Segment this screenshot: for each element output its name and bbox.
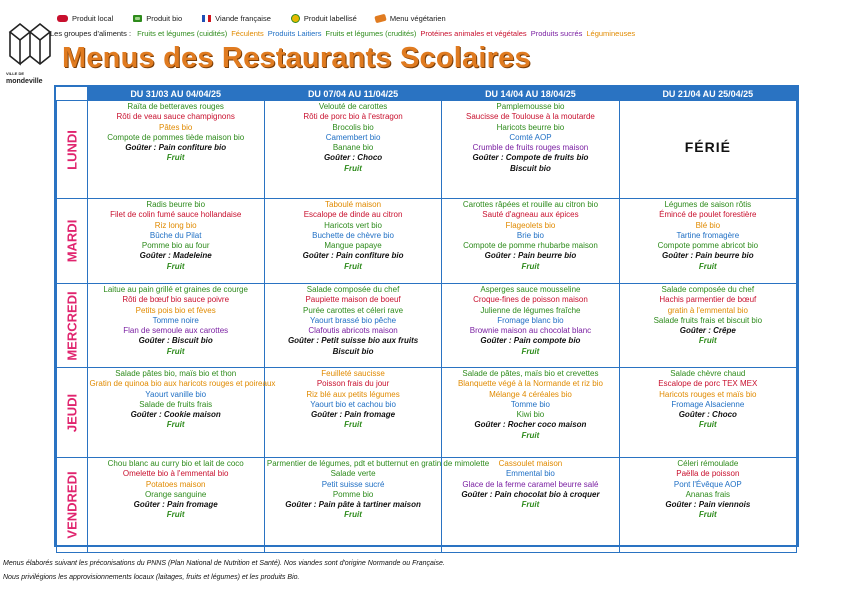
day-label-mardi	[57, 199, 88, 284]
menu-item: Chou blanc au curry bio et lait de coco	[107, 459, 244, 468]
menu-item: Saucisse de Toulouse à la moutarde	[466, 112, 595, 122]
legend-veg	[375, 14, 446, 23]
menu-item: Riz long bio	[154, 220, 197, 230]
snack-line: Goûter : Compote de fruits bio	[472, 153, 589, 163]
snack-line: Goûter : Pain viennois	[665, 500, 751, 510]
fruit-line: Fruit	[698, 336, 717, 346]
week-header-2: DU 07/04 AU 11/04/25	[264, 88, 441, 101]
menu-item: Petit suisse sucré	[321, 479, 385, 489]
menu-item: Salade de pâtes, maïs bio et crevettes	[462, 369, 599, 378]
fruit-line: Fruit	[344, 163, 362, 173]
menu-item: Haricots beurre bio	[496, 122, 565, 132]
menu-item: Feuilleté saucisse	[321, 369, 385, 378]
menu-item: Rôti de porc bio à l'estragon	[303, 112, 403, 122]
snack-line: Goûter : Pain beurre bio	[484, 251, 577, 261]
local-product-icon	[57, 15, 68, 22]
legend	[57, 14, 446, 23]
menu-cell-mardi-week3	[442, 199, 619, 284]
snack-line: Goûter : Madeleine	[139, 251, 212, 261]
menu-item: Fromage blanc bio	[497, 315, 564, 325]
fruit-line: Fruit	[698, 261, 717, 271]
menu-cell-vendredi-week3	[442, 458, 619, 553]
menu-item: Escalope de porc TEX MEX	[658, 379, 758, 389]
snack-line: Goûter : Pain pâte à tartiner maison	[285, 500, 421, 510]
snack-line: Goûter : Cookie maison	[130, 410, 221, 420]
food-group-6: Légumineuses	[586, 29, 636, 38]
menu-item: Laitue au pain grillé et graines de courge	[103, 285, 248, 294]
menu-item: Buchette de chèvre bio	[312, 230, 394, 240]
menu-item: Pamplemousse bio	[496, 102, 565, 111]
day-label-vendredi	[57, 458, 88, 553]
french-flag-icon	[202, 15, 211, 22]
fruit-line: Fruit	[166, 346, 185, 356]
snack-line: Goûter : Biscuit bio	[138, 336, 213, 346]
legend-french-meat-label: Viande française	[215, 14, 271, 23]
snack-line: Goûter : Pain chocolat bio à croquer	[461, 489, 600, 499]
fruit-line: Fruit	[344, 420, 362, 430]
fruit-line: Fruit	[166, 510, 185, 520]
fruit-line: Fruit	[344, 261, 362, 271]
menu-item: Salade pâtes bio, maïs bio et thon	[115, 369, 237, 378]
menu-item: Omelette bio à l'emmental bio	[122, 469, 229, 479]
menu-item: Haricots rouges et maïs bio	[659, 389, 757, 399]
day-label-lundi	[57, 101, 88, 199]
menu-item: Velouté de carottes	[318, 102, 388, 111]
day-label-jeudi	[57, 368, 88, 458]
menu-item: Escalope de dinde au citron	[303, 210, 403, 220]
menu-cell-lundi-week4	[619, 101, 796, 199]
legend-labelled-label: Produit labellisé	[303, 14, 357, 23]
snack-line: Biscuit bio	[509, 163, 551, 173]
menu-item: Taboulé maison	[325, 200, 382, 209]
fruit-line: Fruit	[698, 510, 717, 520]
snack-line: Goûter : Pain confiture bio	[302, 251, 404, 261]
snack-line: Biscuit bio	[332, 346, 374, 356]
menu-item: Asperges sauce mousseline	[480, 285, 581, 294]
menu-item: Salade de fruits frais	[139, 399, 213, 409]
menu-item: Yaourt bio et cachou bio	[310, 399, 396, 409]
menu-item: Salade composée du chef	[661, 285, 755, 294]
snack-line: Goûter : Pain compote bio	[480, 336, 581, 346]
menu-item: Gratin de quinoa bio aux haricots rouges et poireaux	[89, 379, 276, 389]
menu-item: Raïta de betteraves rouges	[127, 102, 224, 111]
vegetarian-icon	[374, 14, 386, 24]
menu-item: Radis beurre bio	[146, 200, 206, 209]
food-group-5: Produits sucrés	[530, 29, 583, 38]
menu-cell-mardi-week4	[619, 199, 796, 284]
menu-cell-mardi-week2	[264, 199, 441, 284]
menu-item: Tomme noire	[152, 315, 199, 325]
menu-item: Pont l'Évêque AOP	[673, 479, 742, 489]
menu-item: Brocolis bio	[332, 122, 374, 132]
menu-item: Salade fruits frais et biscuit bio	[653, 315, 763, 325]
food-group-1: Féculents	[231, 29, 264, 38]
menu-cell-mardi-week1	[87, 199, 264, 284]
menu-item: Brie bio	[516, 230, 544, 240]
menu-item: Camembert bio	[325, 132, 381, 142]
legend-bio-label: Produit bio	[146, 14, 183, 23]
menu-item: Salade chèvre chaud	[670, 369, 746, 378]
menu-cell-mercredi-week3	[442, 284, 619, 368]
menu-cell-vendredi-week1	[87, 458, 264, 553]
food-groups-prefix: Les groupes d'aliments :	[50, 29, 132, 38]
week-header-4: DU 21/04 AU 25/04/25	[619, 88, 796, 101]
menu-item: Compote pomme abricot bio	[657, 241, 759, 251]
menu-item: Paupiette maison de boeuf	[305, 295, 401, 305]
menu-cell-jeudi-week3	[442, 368, 619, 458]
menu-item: Croque-fines de poisson maison	[473, 295, 588, 305]
menu-item: Pomme bio	[332, 489, 374, 499]
day-name: MERCREDI	[64, 290, 80, 361]
snack-line: Goûter : Pain fromage	[133, 500, 218, 510]
snack-line: Goûter : Pain fromage	[311, 410, 396, 420]
menu-item: Légumes de saison rôtis	[664, 200, 752, 209]
menu-item: Petits pois bio et fèves	[135, 305, 216, 315]
menu-item: Kiwi bio	[516, 410, 545, 420]
menu-item: Yaourt brassé bio pêche	[309, 315, 397, 325]
menu-item: Emmental bio	[505, 469, 555, 479]
menu-cell-jeudi-week4	[619, 368, 796, 458]
fruit-line: Fruit	[698, 420, 717, 430]
logo-text-line2: mondeville	[6, 78, 43, 85]
menu-item: Haricots vert bio	[324, 220, 382, 230]
menu-cell-jeudi-week1	[87, 368, 276, 458]
menu-item: Compote de pommes tiède maison bio	[107, 132, 245, 142]
day-name: MARDI	[64, 219, 80, 263]
menu-cell-vendredi-week4	[619, 458, 796, 553]
snack-line: Goûter : Crêpe	[679, 326, 736, 336]
fruit-line: Fruit	[166, 261, 185, 271]
menu-item: Potatoes maison	[145, 479, 206, 489]
fruit-line: Fruit	[521, 346, 540, 356]
menu-item: Bûche du Pilat	[149, 230, 202, 240]
menu-item: Mangue papaye	[324, 241, 382, 251]
menu-cell-vendredi-week2	[264, 458, 490, 553]
menu-item: Clafoutis abricots maison	[308, 326, 398, 336]
menu-item: Julienne de légumes fraîche	[480, 305, 581, 315]
snack-line: Goûter : Pain confiture bio	[125, 143, 227, 153]
week-header-1: DU 31/03 AU 04/04/25	[87, 88, 264, 101]
snack-line: Goûter : Rocher coco maison	[474, 420, 587, 430]
menu-item: Parmentier de légumes, pdt et butternut en gratin de mimolette	[266, 459, 490, 468]
menu-item: Pâtes bio	[159, 122, 193, 132]
menu-item: Purée carottes et céleri rave	[303, 305, 404, 315]
menu-item: Mélange 4 céréales bio	[489, 389, 572, 399]
menu-item: Céleri rémoulade	[677, 459, 739, 468]
menu-item: gratin à l'emmental bio	[667, 305, 748, 315]
food-group-2: Produits Laitiers	[267, 29, 322, 38]
menu-item: Rôti de veau sauce champignons	[116, 112, 235, 122]
menu-item: Émincé de poulet forestière	[659, 210, 757, 220]
logo-text-line1: VILLE DE	[6, 71, 25, 76]
day-label-mercredi	[57, 284, 88, 368]
menu-item: Tomme bio	[510, 399, 550, 409]
snack-line: Goûter : Petit suisse bio aux fruits	[287, 336, 419, 346]
day-name: JEUDI	[64, 393, 80, 432]
label-icon	[291, 14, 300, 23]
menu-item: Carottes râpées et rouille au citron bio	[462, 200, 599, 209]
fruit-line: Fruit	[166, 153, 185, 163]
menu-item: Fromage Alsacienne	[671, 399, 745, 409]
bio-icon	[133, 15, 142, 22]
food-group-3: Fruits et légumes (crudités)	[325, 29, 417, 38]
menu-grid	[54, 85, 799, 547]
legend-veg-label: Menu végétarien	[389, 14, 446, 23]
menu-item: Blé bio	[695, 220, 721, 230]
snack-line: Goûter : Pain beurre bio	[662, 251, 754, 261]
menu-cell-mercredi-week2	[264, 284, 441, 368]
menu-item: Blanquette végé à la Normande et riz bio	[457, 379, 603, 389]
menu-item: Compote de pomme rhubarbe maison	[463, 241, 598, 251]
day-name: VENDREDI	[64, 471, 80, 539]
menu-item: Crumble de fruits rouges maison	[472, 143, 589, 153]
menu-cell-jeudi-week2	[264, 368, 441, 458]
menu-item: Flan de semoule aux carottes	[123, 326, 229, 336]
fruit-line: Fruit	[521, 500, 540, 510]
menu-cell-lundi-week3	[442, 101, 619, 199]
footer-note-1: Menus élaborés suivant les préconisations du PNNS (Plan National de Nutrition et Santé). Nos viandes sont d'origine Normande ou Française.	[3, 560, 445, 567]
food-group-0: Fruits et légumes (cuidités)	[137, 29, 228, 38]
menu-item: Yaourt vanille bio	[145, 389, 207, 399]
menu-item: Pomme bio au four	[141, 241, 210, 251]
menu-cell-lundi-week2	[264, 101, 441, 199]
snack-line: Goûter : Choco	[678, 410, 737, 420]
menu-item: Sauté d'agneau aux épices	[482, 210, 579, 220]
menu-item: Paëlla de poisson	[676, 469, 740, 479]
menu-item: Brownie maison au chocolat blanc	[469, 326, 592, 336]
fruit-line: Fruit	[344, 510, 362, 520]
food-groups-legend	[50, 29, 635, 38]
menu-item: Flageolets bio	[505, 220, 556, 230]
menu-item: Banane bio	[332, 143, 374, 153]
legend-bio	[131, 14, 182, 23]
logo-text	[6, 70, 43, 86]
menu-item: Tartine fromagère	[676, 230, 740, 240]
menu-item: Salade composée du chef	[306, 285, 400, 294]
menu-item: Riz blé aux petits légumes	[306, 389, 400, 399]
holiday-label: FÉRIÉ	[684, 139, 731, 155]
legend-local-label: Produit local	[72, 14, 114, 23]
menu-item: Rôti de bœuf bio sauce poivre	[122, 295, 230, 305]
fruit-line: Fruit	[521, 261, 540, 271]
menu-item: Orange sanguine	[144, 489, 207, 499]
menu-item: Cassoulet maison	[498, 459, 563, 468]
week-header-3: DU 14/04 AU 18/04/25	[442, 88, 619, 101]
mondeville-logo	[6, 18, 54, 76]
menu-item: Ananas frais	[685, 489, 731, 499]
legend-local	[57, 14, 113, 23]
menu-item: Comté AOP	[509, 132, 552, 142]
page-title: Menus des Restaurants Scolaires	[62, 42, 531, 74]
menu-item: Salade verte	[330, 469, 376, 479]
legend-labelled	[289, 14, 357, 23]
fruit-line: Fruit	[166, 420, 185, 430]
menu-item: Hachis parmentier de bœuf	[659, 295, 757, 305]
day-name: LUNDI	[64, 129, 80, 170]
menu-item: Poisson frais du jour	[316, 379, 390, 389]
fruit-line: Fruit	[521, 430, 540, 440]
menu-cell-lundi-week1	[87, 101, 264, 199]
menu-cell-mercredi-week4	[619, 284, 796, 368]
menu-item: Filet de colin fumé sauce hollandaise	[110, 210, 242, 220]
menu-item: Glace de la ferme caramel beurre salé	[462, 479, 599, 489]
snack-line: Goûter : Choco	[323, 153, 383, 163]
footer-note-2: Nous privilégions les approvisionnements locaux (laitages, fruits et légumes) et les produits Bio.	[3, 574, 300, 581]
menu-cell-mercredi-week1	[87, 284, 264, 368]
legend-french-meat	[200, 14, 271, 23]
food-group-4: Protéines animales et végétales	[420, 29, 527, 38]
